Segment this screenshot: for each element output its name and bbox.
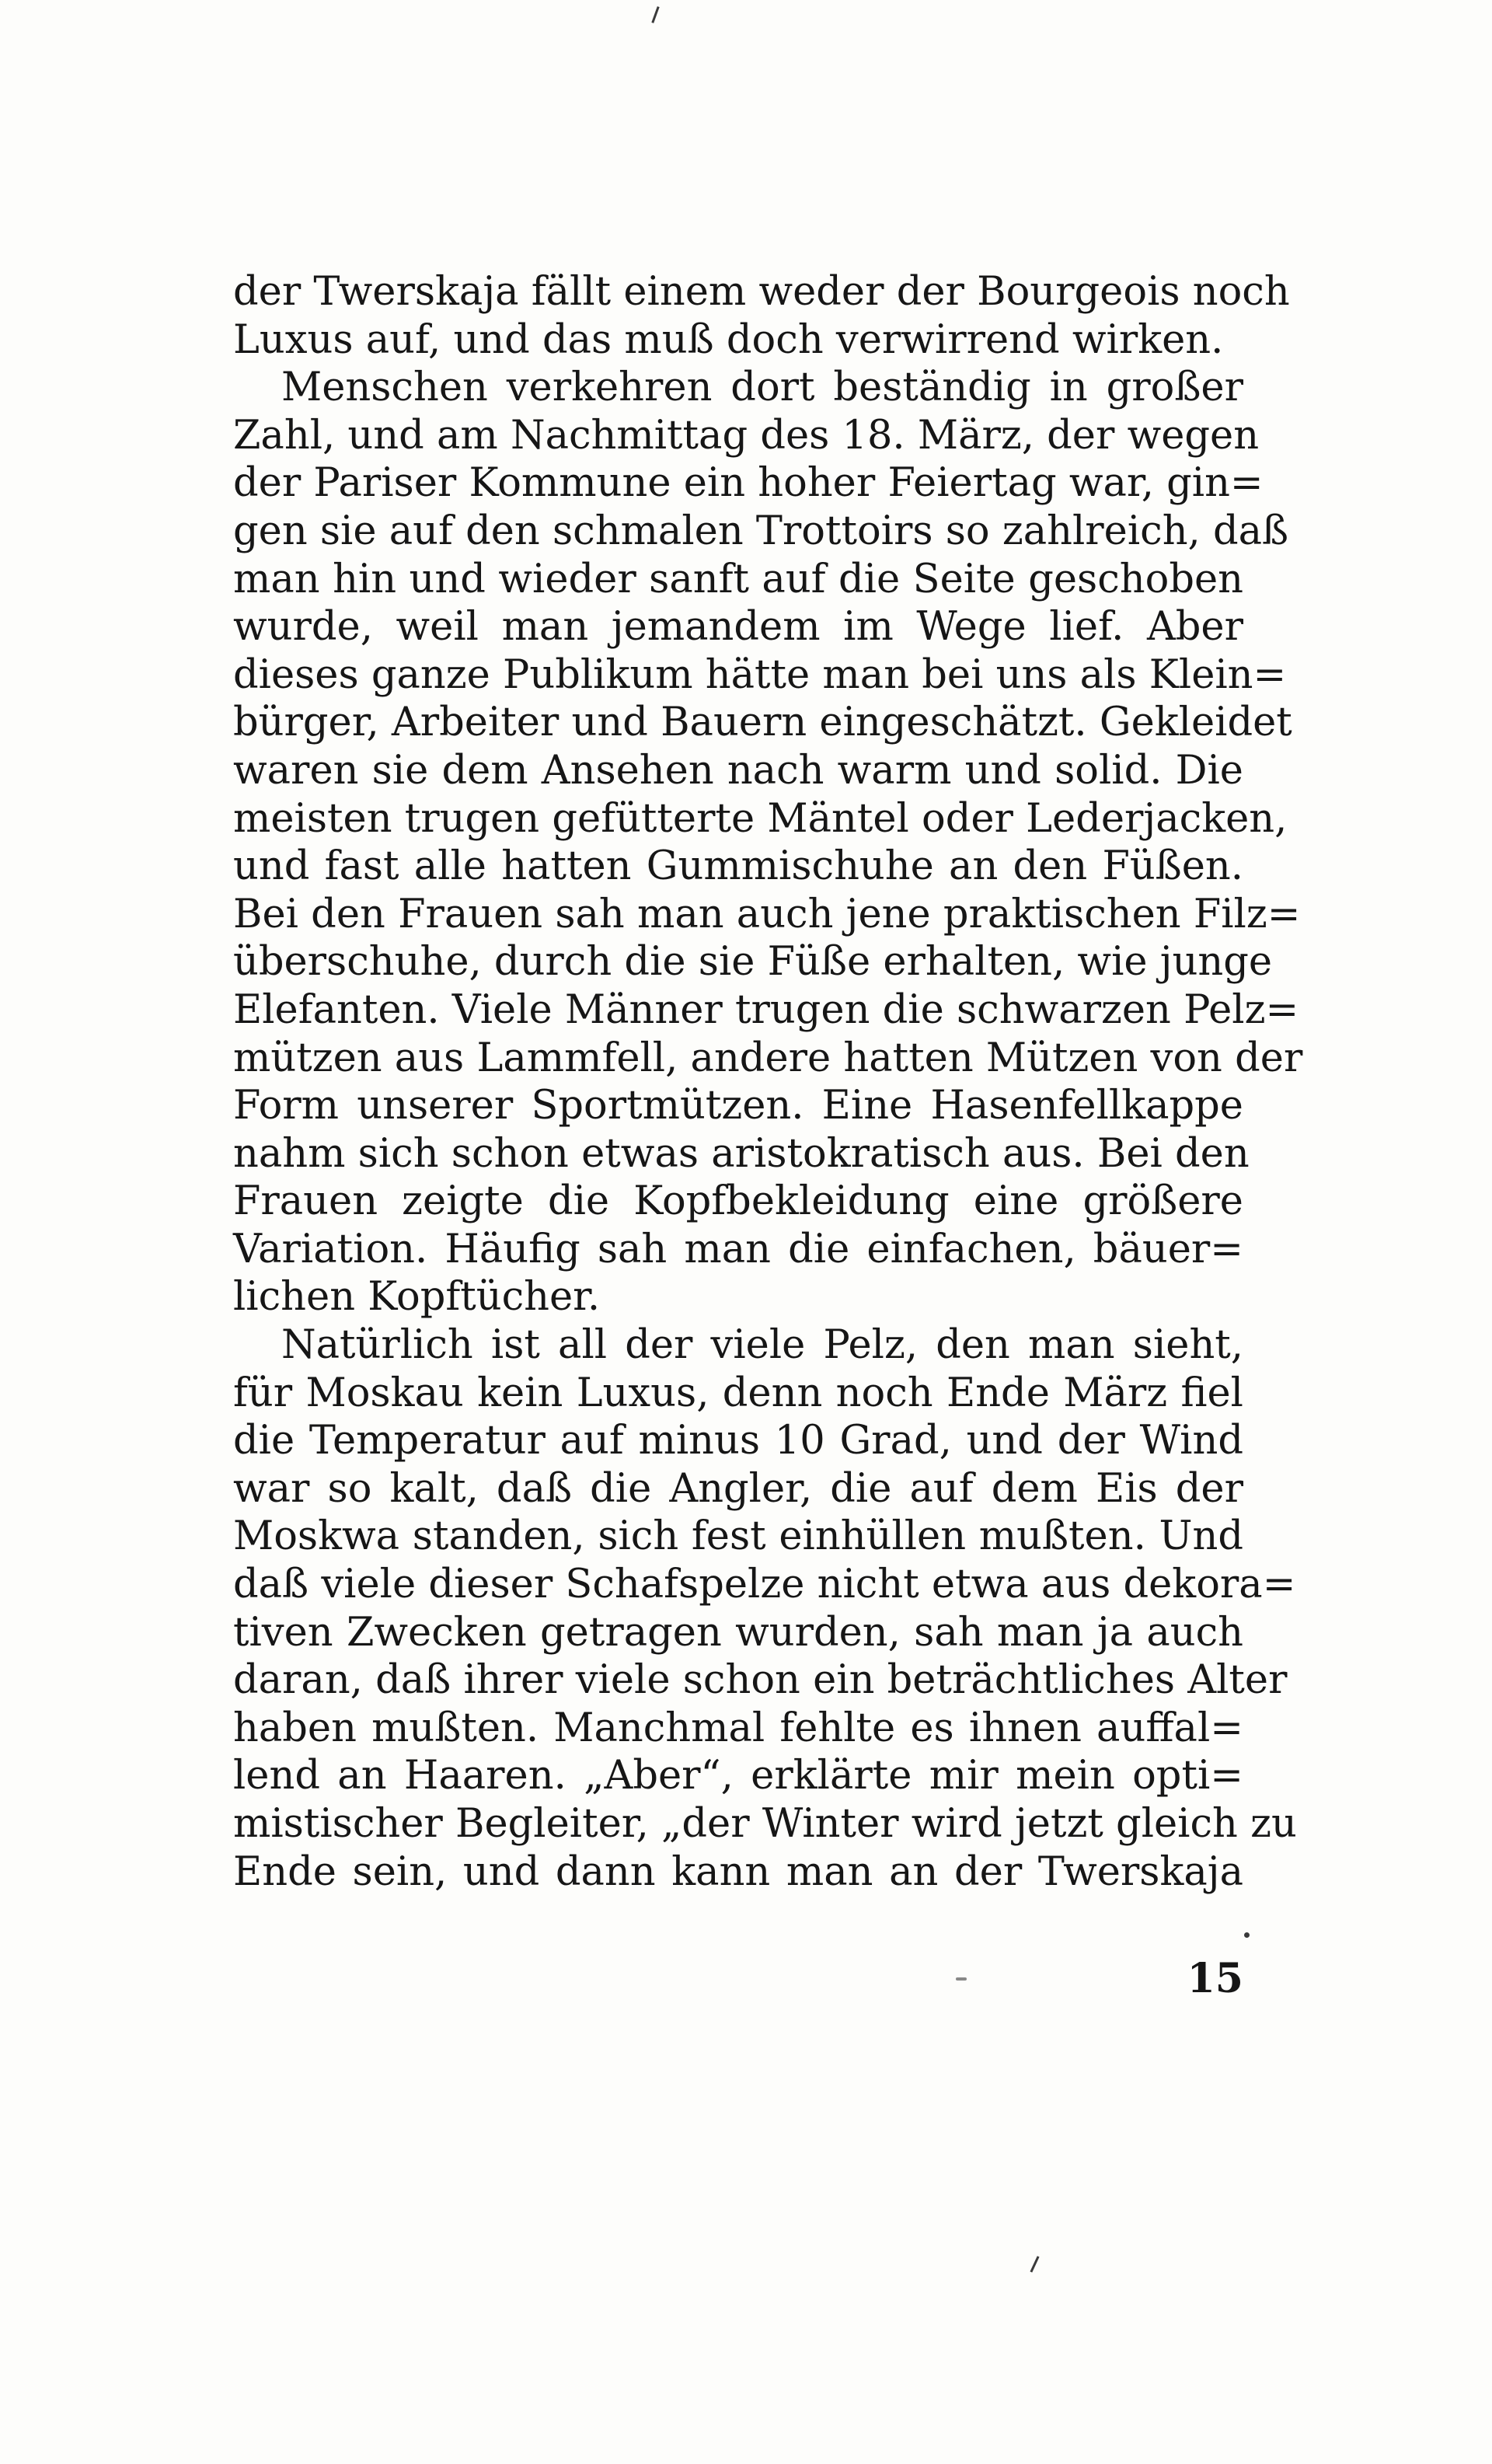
text-line: Luxus auf, und das muß doch verwirrend wirken. (233, 316, 1224, 363)
text-line: Elefanten. Viele Männer trugen die schwarzen Pelz= (233, 986, 1299, 1033)
text-line: gen sie auf den schmalen Trottoirs so zahlreich, daß (233, 508, 1289, 554)
text-line: nahm sich schon etwas aristokratisch aus. Bei den (233, 1130, 1250, 1177)
text-line: und fast alle hatten Gummischuhe an den Füßen. (233, 843, 1243, 890)
text-line: mistischer Begleiter, „der Winter wird jetzt gleich zu (233, 1801, 1297, 1847)
text-line: war so kalt, daß die Angler, die auf dem Eis der (233, 1465, 1243, 1512)
text-line: Moskwa standen, sich fest einhüllen mußten. Und (233, 1513, 1243, 1560)
text-line: Ende sein, und dann kann man an der Twerskaja (233, 1848, 1243, 1895)
text-line: meisten trugen gefütterte Mäntel oder Lederjacken, (233, 795, 1288, 842)
text-line: man hin und wieder sanft auf die Seite geschoben (233, 556, 1243, 602)
text-line: mützen aus Lammfell, andere hatten Mützen von der (233, 1035, 1303, 1081)
text-line: dieses ganze Publikum hätte man bei uns als Klein= (233, 651, 1287, 698)
scan-speck (956, 1977, 967, 1981)
body-text (233, 268, 1303, 1896)
text-line: überschuhe, durch die sie Füße erhalten, wie junge (233, 939, 1273, 986)
text-line: Menschen verkehren dort beständig in großer (281, 365, 1243, 411)
text-line: wurde, weil man jemandem im Wege lief. Aber (233, 604, 1243, 651)
text-line: waren sie dem Ansehen nach warm und solid. Die (233, 747, 1243, 794)
text-line: die Temperatur auf minus 10 Grad, und der Wind (233, 1418, 1243, 1464)
text-line: Frauen zeigte die Kopfbekleidung eine größere (233, 1178, 1243, 1225)
text-line: tiven Zwecken getragen wurden, sah man ja auch (233, 1609, 1243, 1656)
text-line: lichen Kopftücher. (233, 1274, 601, 1321)
text-line: daran, daß ihrer viele schon ein beträchtliches Alter (233, 1657, 1288, 1704)
text-line: Variation. Häufig sah man die einfachen, bäuer= (233, 1226, 1243, 1272)
text-line: der Pariser Kommune ein hoher Feiertag war, gin= (233, 460, 1264, 507)
text-line: Zahl, und am Nachmittag des 18. März, der wegen (233, 412, 1260, 459)
text-line: Form unserer Sportmützen. Eine Hasenfellkappe (233, 1083, 1243, 1129)
text-line: der Twerskaja fällt einem weder der Bourgeois noch (233, 269, 1290, 315)
text-line: bürger, Arbeiter und Bauern eingeschätzt. Gekleidet (233, 700, 1292, 746)
page-number: 15 (1187, 1955, 1243, 2002)
scan-speck (1244, 1932, 1250, 1938)
scan-speck (1030, 2256, 1039, 2272)
text-line: haben mußten. Manchmal fehlte es ihnen auffal= (233, 1705, 1243, 1751)
text-line: Bei den Frauen sah man auch jene praktischen Filz= (233, 891, 1301, 937)
text-line: Natürlich ist all der viele Pelz, den man sieht, (281, 1322, 1243, 1369)
scan-speck (651, 6, 659, 23)
text-line: daß viele dieser Schafspelze nicht etwa aus dekora= (233, 1562, 1296, 1608)
text-line: lend an Haaren. „Aber“, erklärte mir mein opti= (233, 1753, 1243, 1799)
text-line: für Moskau kein Luxus, denn noch Ende März fiel (233, 1370, 1243, 1416)
